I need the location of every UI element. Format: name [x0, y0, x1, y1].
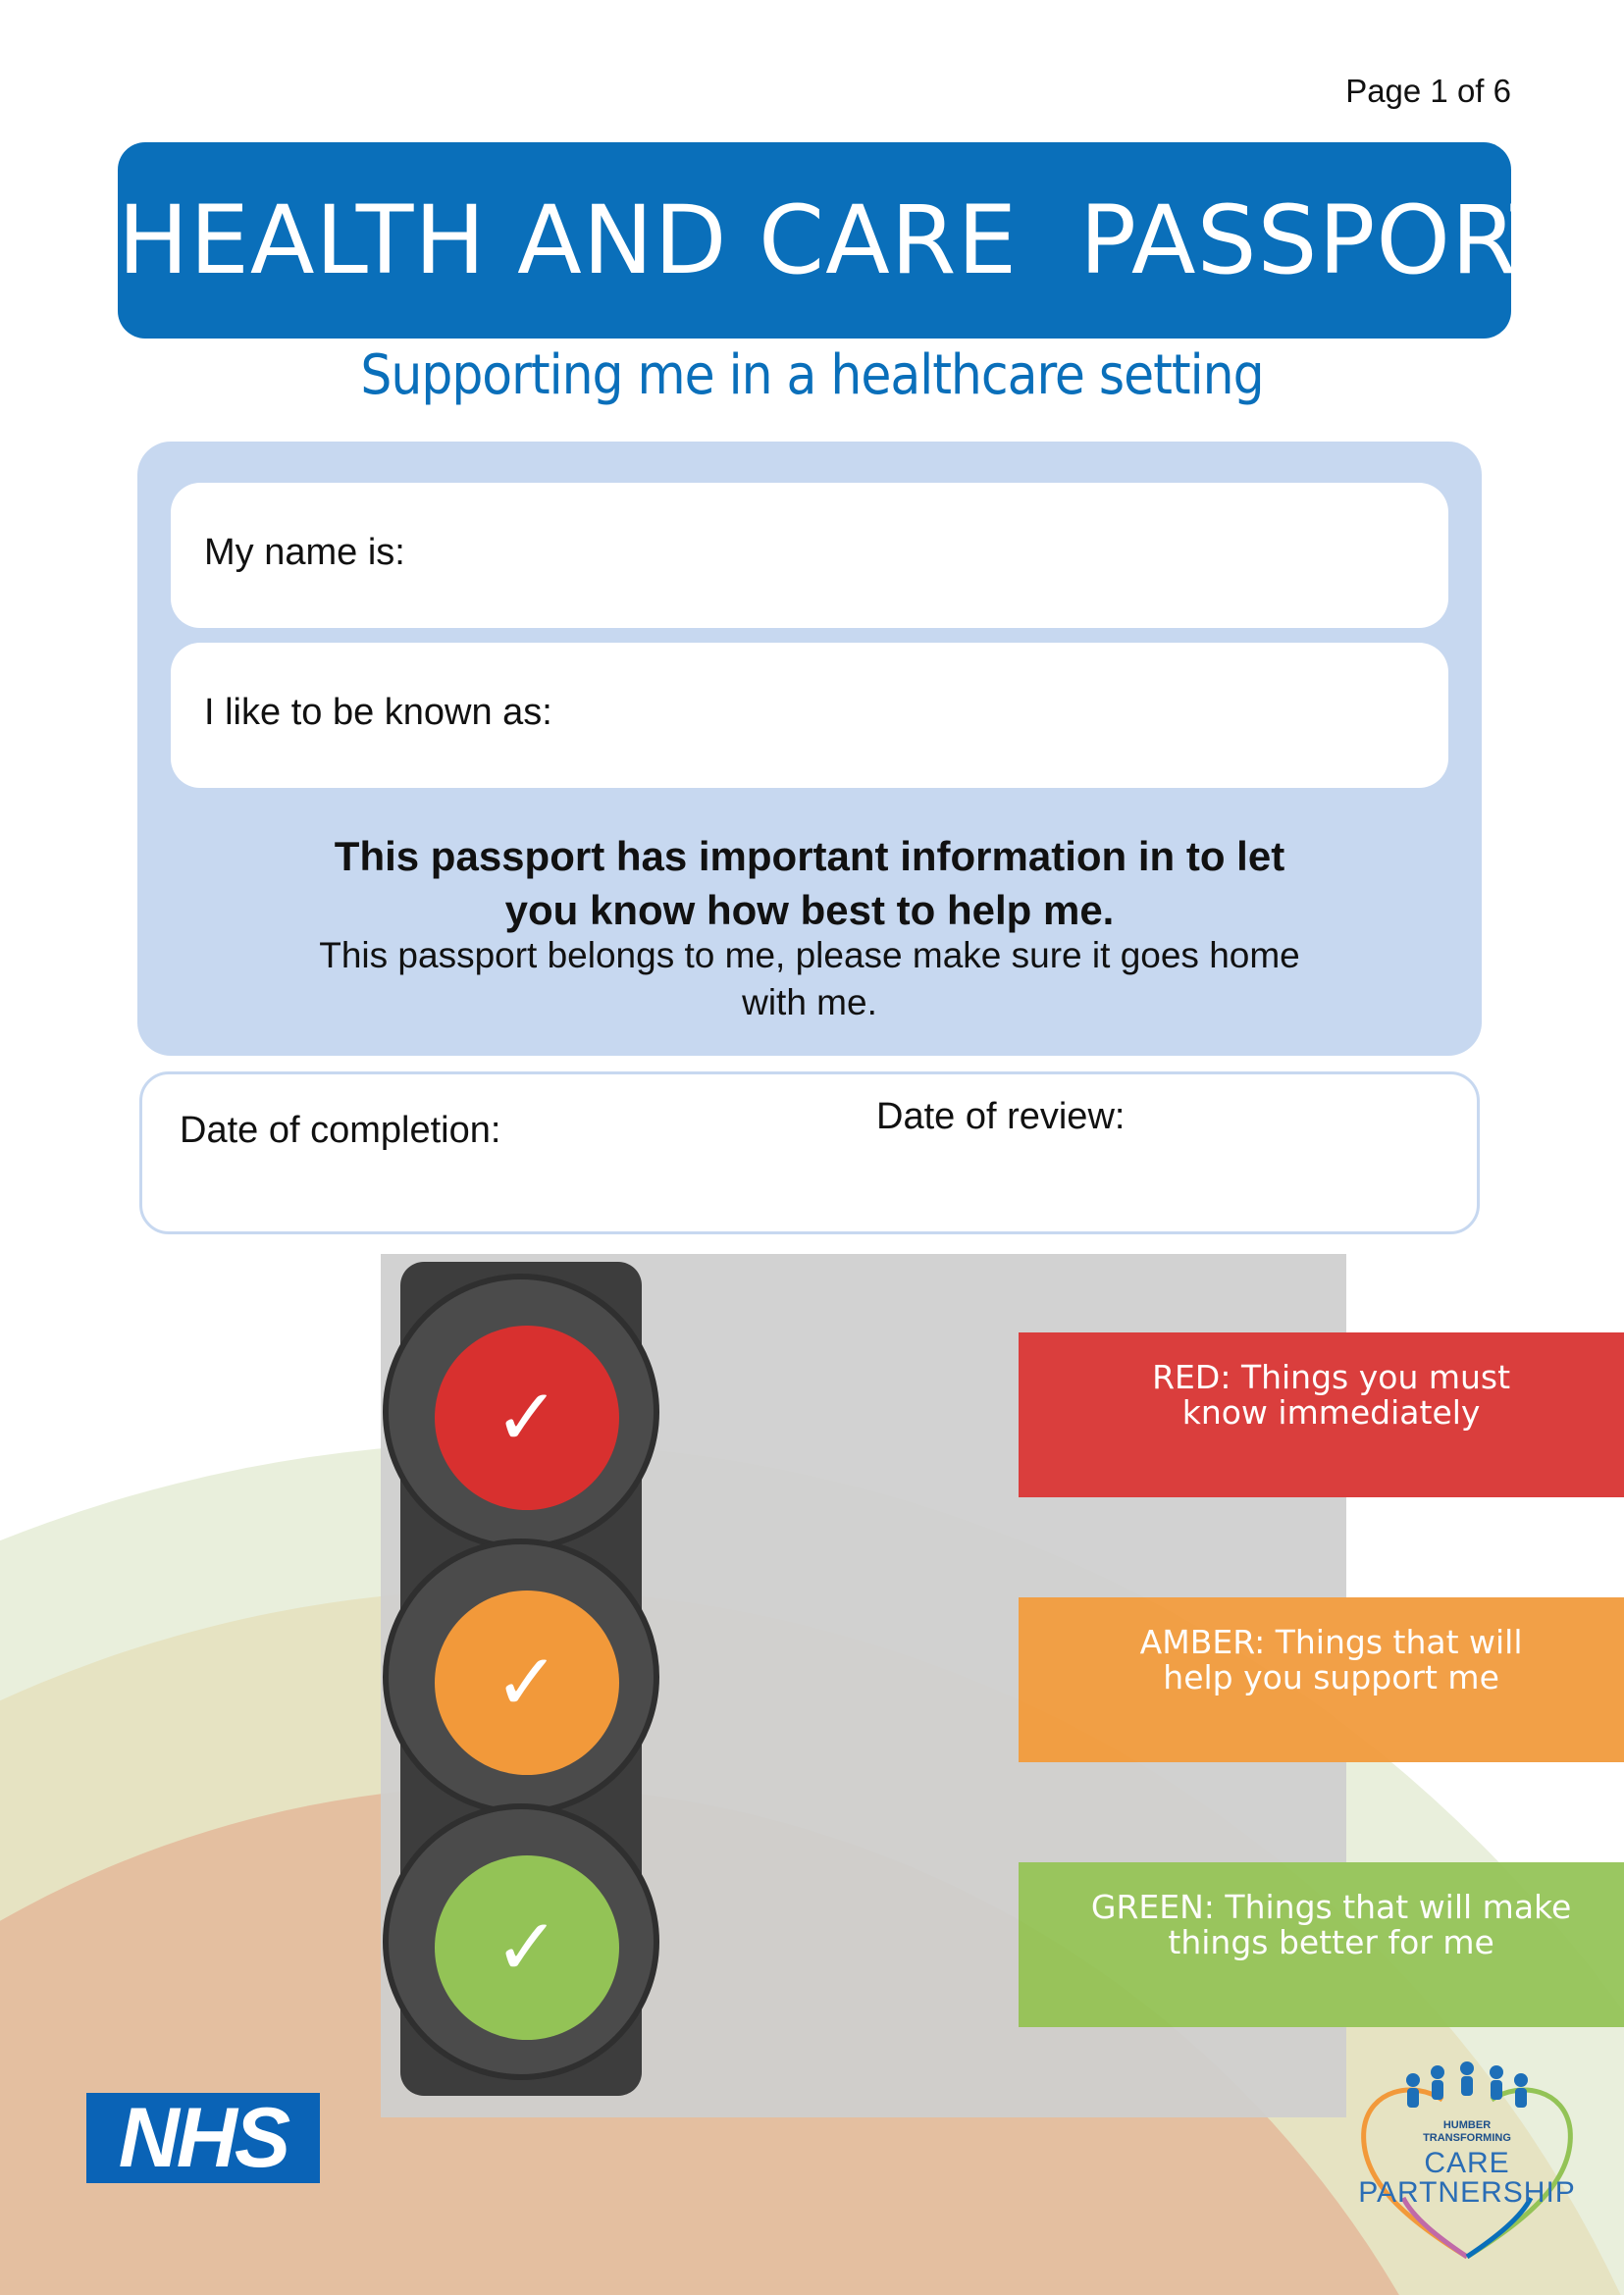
partnership-care-text: CARE: [1424, 2147, 1510, 2179]
nhs-logo: NHS: [86, 2093, 320, 2183]
important-info-line-2: you know how best to help me.: [504, 887, 1115, 933]
date-of-completion-field[interactable]: Date of completion:: [180, 1110, 501, 1151]
red-label-bar: [1019, 1332, 1624, 1497]
date-of-review-field[interactable]: Date of review:: [876, 1096, 1126, 1137]
red-light-ring: [383, 1274, 659, 1550]
red-line-1: Things you must: [1240, 1358, 1511, 1396]
amber-prefix: AMBER:: [1139, 1623, 1266, 1661]
partnership-small-line-1: HUMBER: [1442, 2119, 1492, 2131]
known-as-field-label: I like to be known as:: [204, 692, 552, 733]
name-field[interactable]: [171, 483, 1448, 628]
page-number: Page 1 of 6: [1345, 73, 1511, 109]
name-field-label: My name is:: [204, 532, 405, 573]
green-light: [435, 1855, 619, 2040]
amber-line-2: help you support me: [1163, 1658, 1499, 1696]
check-icon: ✓: [494, 1902, 560, 1993]
partnership-small-line-2: TRANSFORMING: [1423, 2132, 1511, 2144]
care-partnership-logo: [1344, 2051, 1590, 2276]
red-light: [435, 1326, 619, 1510]
info-panel: [137, 442, 1482, 1056]
red-line-2: know immediately: [1181, 1393, 1481, 1432]
page-subtitle: Supporting me in a healthcare setting: [360, 343, 1264, 407]
belongs-to-me-note: This passport belongs to me, please make sure it goes home with me.: [319, 935, 1300, 1022]
known-as-field[interactable]: [171, 643, 1448, 788]
page-title: HEALTH AND CARE PASSPORT: [118, 185, 1570, 295]
partnership-small-text: [1344, 2119, 1590, 2145]
green-line-1: Things that will make: [1225, 1888, 1572, 1926]
dates-box: [139, 1071, 1480, 1234]
check-icon: ✓: [494, 1637, 560, 1728]
title-banner: [118, 142, 1570, 339]
important-info-statement: [137, 829, 1482, 937]
green-line-2: things better for me: [1168, 1923, 1494, 1961]
green-light-ring: [383, 1803, 659, 2080]
amber-light: [435, 1591, 619, 1775]
important-info-line-1: This passport has important information in to let: [334, 833, 1285, 879]
check-icon: ✓: [494, 1372, 560, 1463]
amber-label-bar: [1019, 1597, 1624, 1762]
green-label-bar: [1019, 1862, 1624, 2027]
partnership-name-text: PARTNERSHIP: [1358, 2176, 1576, 2209]
green-prefix: GREEN:: [1090, 1888, 1215, 1926]
amber-light-ring: [383, 1539, 659, 1815]
amber-line-1: Things that will: [1275, 1623, 1523, 1661]
red-prefix: RED:: [1152, 1358, 1231, 1396]
